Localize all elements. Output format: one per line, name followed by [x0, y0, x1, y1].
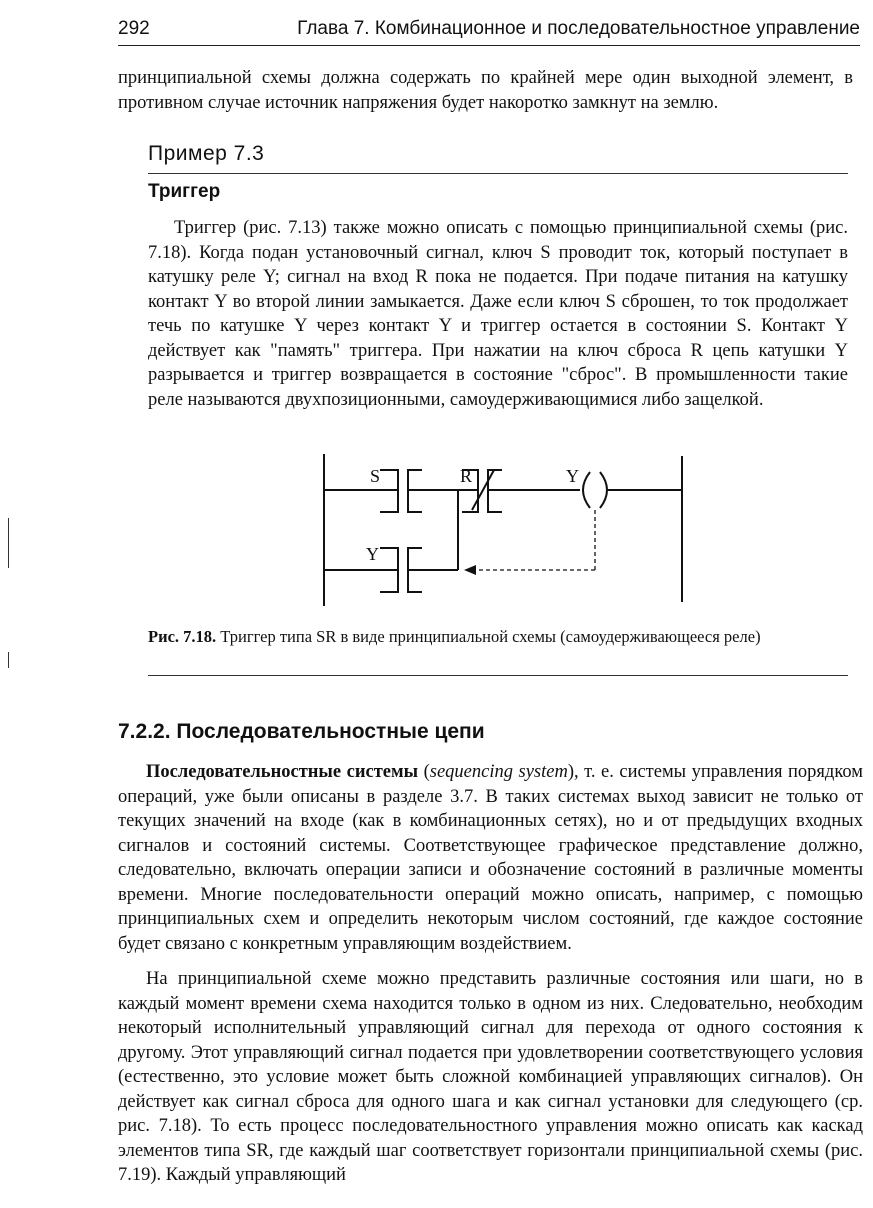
label-s: S — [370, 466, 381, 486]
section-heading: 7.2.2. Последовательностные цепи — [118, 720, 485, 743]
section-paragraph-1: Последовательностные системы (sequencing system), т. е. системы управления порядком операций, уже были описаны в разделе 3.7. В таких системах выход зависит не только от текущих значений на входе (как в комбинационных сетях), но и от предыдущих входных сигналов и состояний системы. Соответствующее графическое представление должно, следовательно, включать операции записи и обозначение состояний в различные моменты времени. Многие последовательности операций можно описать, например, с помощью принципиальных схем и определить некоторым числом состояний, где каждое состояние будет связано с конкретным управляющим воздействием. — [118, 762, 864, 954]
label-y-contact: Y — [366, 544, 379, 564]
margin-mark-bottom — [8, 652, 9, 668]
example-subheading: Триггер — [148, 181, 221, 202]
coil-y-right — [600, 472, 607, 508]
running-header — [118, 18, 860, 44]
feedback-arrowhead — [464, 565, 476, 575]
example-paragraph: Триггер (рис. 7.13) также можно описать с помощью принципиальной схемы (рис. 7.18). Когда подан установочный сигнал, ключ S проводит ток, который поступает в катушку реле Y; сигнал на вход R пока не подается. При подаче питания на катушку контакт Y во второй линии замыкается. Даже если ключ S сброшен, то ток продолжает течь по катушке Y через контакт Y и триггер остается в состоянии S. Контакт Y действует как "память" триггера. При нажатии на ключ сброса R цепь катушки Y разрывается и триггер возвращается в состояние "сброс". В промышленности такие реле называются двухпозиционными, самоудерживающимися либо защелкой. — [148, 218, 848, 410]
term-english: sequencing system — [429, 762, 568, 782]
coil-y-left — [583, 472, 590, 508]
figure-caption — [148, 626, 846, 647]
intro-paragraph: принципиальной схемы должна содержать по крайней мере один выходной элемент, в противном случае источник напряжения будет накоротко замкнут на землю. — [118, 68, 853, 113]
page-number: 292 — [118, 18, 150, 39]
label-r: R — [460, 466, 473, 486]
example-heading: Пример 7.3 — [148, 142, 265, 165]
section-paragraph-2: На принципиальной схеме можно представить различные состояния или шаги, но в каждый момент времени схема находится только в одном из них. Следовательно, необходим некоторый исполнительный управляющий сигнал для перехода от одного состояния к другому. Этот управляющий сигнал подается при удовлетворении соответствующего условия (естественно, это условие может быть сложной комбинацией управляющих сигналов). Он действует как сигнал сброса для одного шага и как сигнал установки для следующего (ср. рис. 7.18). То есть процесс последовательностного управления можно описать как каскад элементов типа SR, где каждый шаг соответствует горизонтали принципиальной схемы (рис. 7.19). Каждый управляющий — [118, 969, 863, 1185]
label-y-coil: Y — [566, 466, 579, 486]
term-bold: Последовательностные системы — [146, 762, 419, 782]
header-rule — [118, 45, 860, 46]
section-paragraph-1-rest: ), т. е. системы управления порядком операций, уже были описаны в разделе 3.7. В таких системах выход зависит не только от текущих значений на входе (как в комбинационных сетях), но и от предыдущих входных сигналов и состояний системы. Соответствующее графическое представление должно, следовательно, включать операции записи и обозначение состояний в различные моменты времени. Многие последовательности операций можно описать, например, с помощью принципиальных схем и определить некоторым числом состояний, где каждое состояние будет связано с конкретным управляющим воздействием. — [118, 762, 864, 954]
chapter-title: Глава 7. Комбинационное и последовательностное управление — [297, 18, 860, 39]
example-rule — [148, 173, 848, 174]
figure-caption-text: Триггер типа SR в виде принципиальной схемы (самоудерживающееся реле) — [216, 627, 761, 646]
caption-rule — [148, 675, 848, 676]
margin-mark-top — [8, 518, 9, 568]
ladder-diagram — [318, 452, 690, 610]
figure-number: Рис. 7.18. — [148, 627, 217, 646]
